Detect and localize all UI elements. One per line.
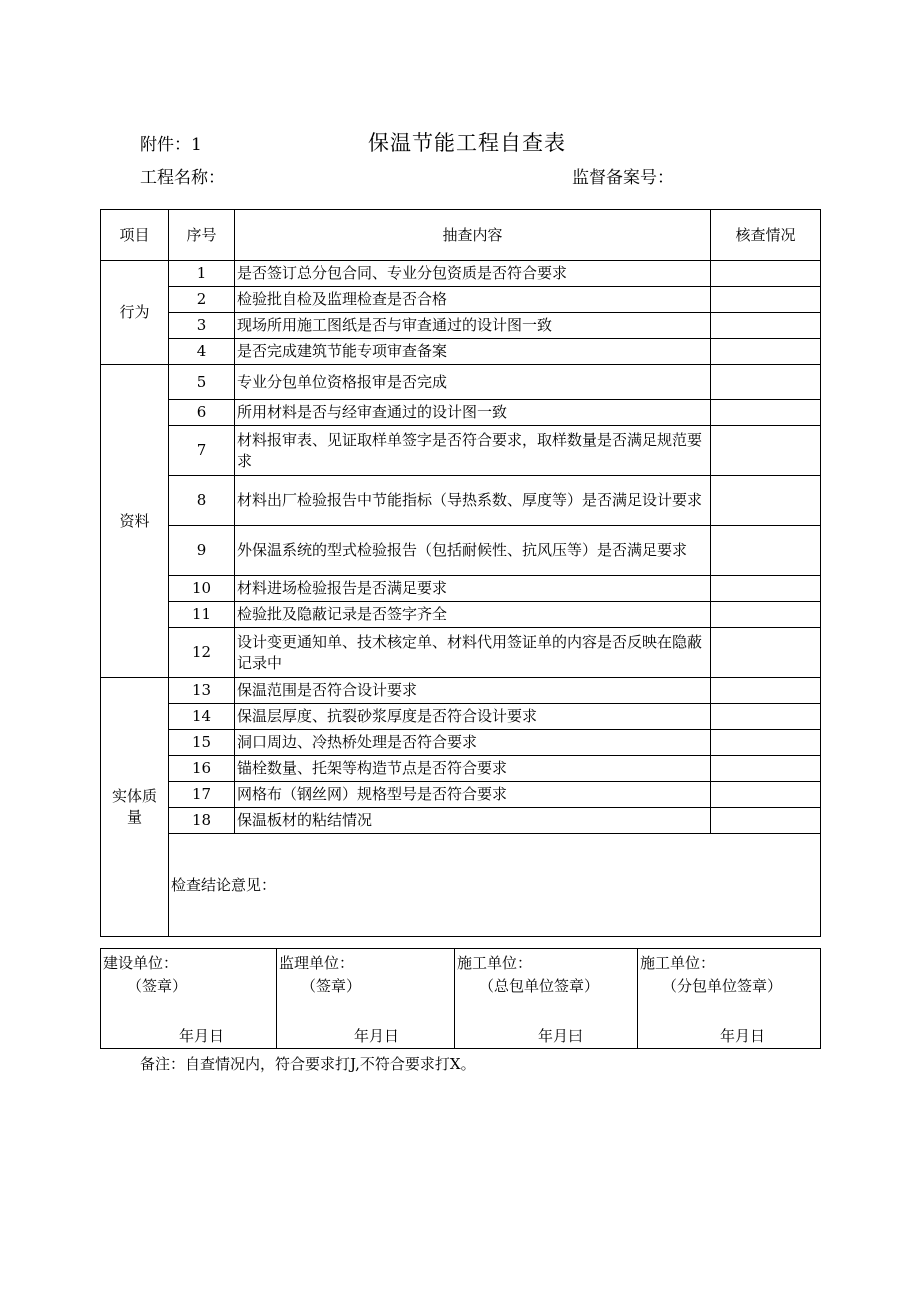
check-cell[interactable] — [711, 704, 821, 730]
row-number: 7 — [169, 426, 235, 476]
table-row — [101, 365, 821, 400]
table-row — [101, 526, 821, 576]
row-content: 锚栓数量、托架等构造节点是否符合要求 — [235, 756, 711, 782]
row-content: 材料出厂检验报告中节能指标（导热系数、厚度等）是否满足设计要求 — [235, 476, 711, 526]
row-content: 是否完成建筑节能专项审查备案 — [235, 339, 711, 365]
check-cell[interactable] — [711, 526, 821, 576]
row-content: 保温板材的粘结情况 — [235, 808, 711, 834]
check-cell[interactable] — [711, 365, 821, 400]
category-documents: 资料 — [101, 365, 169, 678]
table-row — [101, 678, 821, 704]
signature-table — [100, 948, 821, 1049]
row-content: 外保温系统的型式检验报告（包括耐候性、抗风压等）是否满足要求 — [235, 526, 711, 576]
signature-date: 年月日 — [179, 1027, 225, 1045]
check-cell[interactable] — [711, 628, 821, 678]
category-quality: 实体质量 — [101, 678, 169, 937]
signature-seal: （分包单位签章） — [662, 977, 783, 995]
row-number: 6 — [169, 400, 235, 426]
row-number: 15 — [169, 730, 235, 756]
table-row — [101, 339, 821, 365]
check-cell[interactable] — [711, 339, 821, 365]
row-number: 5 — [169, 365, 235, 400]
row-number: 10 — [169, 576, 235, 602]
category-behavior: 行为 — [101, 261, 169, 365]
row-number: 2 — [169, 287, 235, 313]
row-number: 8 — [169, 476, 235, 526]
check-cell[interactable] — [711, 808, 821, 834]
signature-seal: （签章） — [127, 977, 188, 995]
signature-cell-subcontractor[interactable] — [638, 949, 821, 1049]
row-content: 检验批自检及监理检查是否合格 — [235, 287, 711, 313]
row-content: 是否签订总分包合同、专业分包资质是否符合要求 — [235, 261, 711, 287]
row-content: 现场所用施工图纸是否与审查通过的设计图一致 — [235, 313, 711, 339]
page-title: 保温节能工程自查表 — [368, 131, 566, 155]
check-cell[interactable] — [711, 287, 821, 313]
check-cell[interactable] — [711, 678, 821, 704]
table-row — [101, 808, 821, 834]
header-seq: 序号 — [169, 210, 235, 261]
table-row — [101, 476, 821, 526]
check-cell[interactable] — [711, 782, 821, 808]
table-row — [101, 602, 821, 628]
table-row — [101, 782, 821, 808]
check-cell[interactable] — [711, 730, 821, 756]
check-cell[interactable] — [711, 756, 821, 782]
row-number: 11 — [169, 602, 235, 628]
header-content: 抽查内容 — [235, 210, 711, 261]
signature-date: 年月日 — [354, 1027, 400, 1045]
signature-cell-owner[interactable] — [101, 949, 277, 1049]
row-content: 专业分包单位资格报审是否完成 — [235, 365, 711, 400]
row-content: 材料报审表、见证取样单签字是否符合要求，取样数量是否满足规范要求 — [235, 426, 711, 476]
row-content: 保温范围是否符合设计要求 — [235, 678, 711, 704]
check-cell[interactable] — [711, 426, 821, 476]
signature-seal: （总包单位签章） — [479, 977, 600, 995]
self-check-table — [100, 209, 821, 937]
table-row — [101, 261, 821, 287]
table-row — [101, 576, 821, 602]
header-check: 核查情况 — [711, 210, 821, 261]
signature-unit: 监理单位： — [279, 954, 355, 972]
table-row — [101, 426, 821, 476]
row-content: 所用材料是否与经审查通过的设计图一致 — [235, 400, 711, 426]
check-cell[interactable] — [711, 400, 821, 426]
row-number: 1 — [169, 261, 235, 287]
table-row — [101, 730, 821, 756]
record-number-label: 监督备案号： — [572, 168, 674, 188]
signature-unit: 建设单位： — [103, 954, 179, 972]
row-number: 14 — [169, 704, 235, 730]
row-number: 4 — [169, 339, 235, 365]
signature-date: 年月日 — [720, 1027, 766, 1045]
signature-cell-general-contractor[interactable] — [455, 949, 638, 1049]
check-cell[interactable] — [711, 261, 821, 287]
signature-unit: 施工单位： — [457, 954, 533, 972]
attachment-label: 附件：1 — [140, 135, 202, 155]
row-number: 3 — [169, 313, 235, 339]
row-number: 16 — [169, 756, 235, 782]
footnote: 备注：自查情况内，符合要求打J,不符合要求打X。 — [140, 1055, 476, 1073]
header-item: 项目 — [101, 210, 169, 261]
row-content: 网格布（钢丝网）规格型号是否符合要求 — [235, 782, 711, 808]
row-number: 17 — [169, 782, 235, 808]
row-number: 9 — [169, 526, 235, 576]
signature-unit: 施工单位： — [640, 954, 716, 972]
row-number: 13 — [169, 678, 235, 704]
row-number: 18 — [169, 808, 235, 834]
table-row — [101, 628, 821, 678]
check-cell[interactable] — [711, 602, 821, 628]
conclusion-label: 检查结论意见： — [171, 875, 277, 894]
row-content: 材料进场检验报告是否满足要求 — [235, 576, 711, 602]
conclusion-cell[interactable] — [169, 834, 821, 937]
row-content: 保温层厚度、抗裂砂浆厚度是否符合设计要求 — [235, 704, 711, 730]
table-row — [101, 756, 821, 782]
table-row — [101, 313, 821, 339]
conclusion-row — [101, 834, 821, 937]
table-row — [101, 704, 821, 730]
row-content: 洞口周边、冷热桥处理是否符合要求 — [235, 730, 711, 756]
check-cell[interactable] — [711, 313, 821, 339]
table-row — [101, 400, 821, 426]
signature-seal: （签章） — [301, 977, 362, 995]
signature-date: 年月曰 — [538, 1027, 584, 1045]
row-content: 设计变更通知单、技术核定单、材料代用签证单的内容是否反映在隐蔽记录中 — [235, 628, 711, 678]
check-cell[interactable] — [711, 576, 821, 602]
signature-cell-supervisor[interactable] — [277, 949, 455, 1049]
row-content: 检验批及隐蔽记录是否签字齐全 — [235, 602, 711, 628]
table-row — [101, 287, 821, 313]
project-name-label: 工程名称： — [140, 168, 225, 188]
check-cell[interactable] — [711, 476, 821, 526]
row-number: 12 — [169, 628, 235, 678]
